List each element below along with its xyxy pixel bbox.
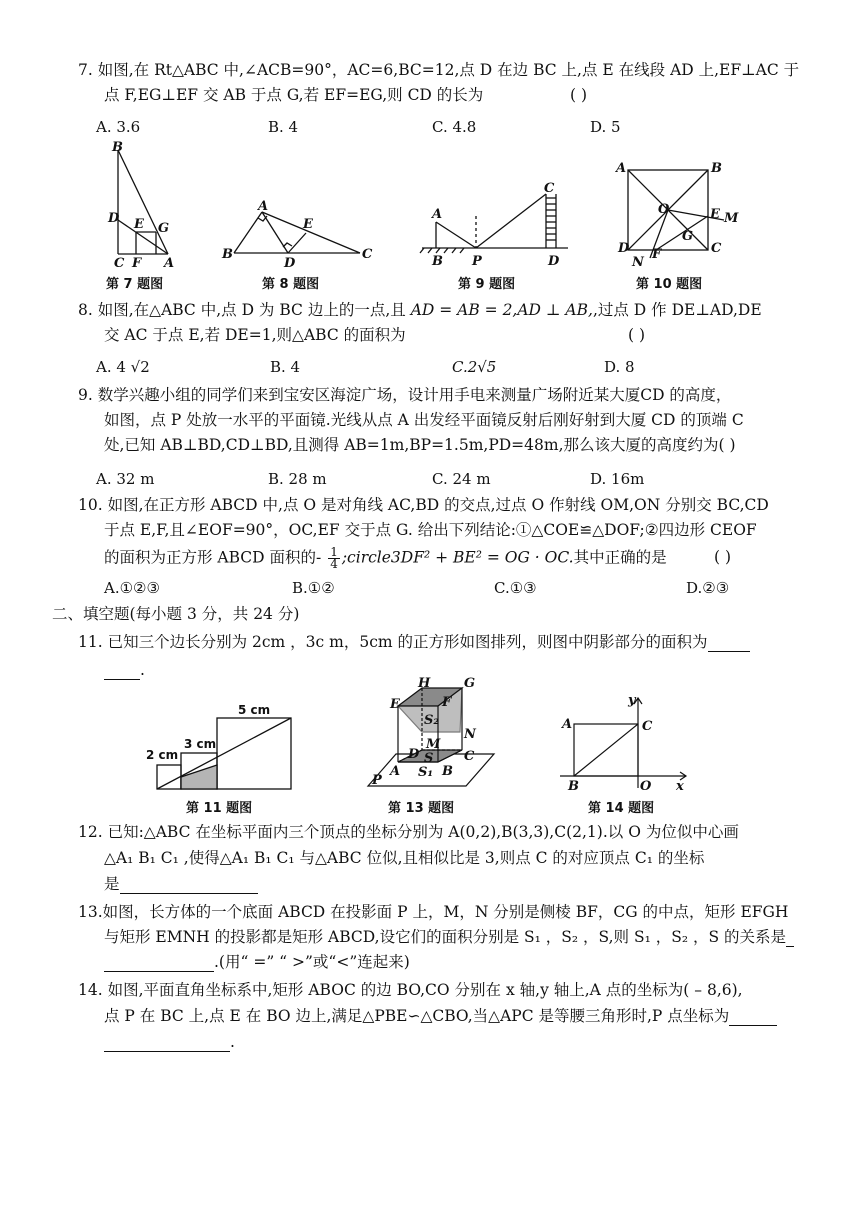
q14-blank-2 bbox=[104, 1035, 230, 1052]
figure-11 bbox=[140, 700, 300, 795]
q14-line1: 14. 如图,平面直角坐标系中,矩形 ABOC 的边 BO,CO 分别在 x 轴,y 轴上,A 点的坐标为( – 8,6), bbox=[78, 981, 743, 999]
fig7-label-b: B bbox=[112, 140, 123, 155]
fig11-caption: 第 11 题图 bbox=[186, 801, 253, 816]
fig7-label-f: F bbox=[132, 256, 142, 268]
fig11-label-2cm: 2 cm bbox=[146, 748, 179, 762]
q13-line3 bbox=[104, 952, 410, 972]
fig8-label-c: C bbox=[362, 247, 373, 262]
figure-14 bbox=[556, 692, 696, 792]
figure-10 bbox=[612, 158, 742, 268]
q11-line1 bbox=[78, 632, 750, 652]
fig10-label-n: N bbox=[632, 255, 644, 268]
q12-line3 bbox=[104, 874, 258, 894]
q13-line1: 13.如图，长方体的一个底面 ABCD 在投影面 P 上，M，N 分别是侧棱 BF，CG 的中点，矩形 EFGH bbox=[78, 903, 789, 921]
fig7-label-g: G bbox=[158, 221, 170, 236]
fig14-label-x: x bbox=[676, 779, 684, 792]
fig13-label-s1: S₁ bbox=[418, 765, 434, 780]
q8-line1 bbox=[78, 300, 762, 320]
q7-options bbox=[0, 118, 860, 138]
q10-line3-math: ;circle3DF² + BE² = OG · OC. bbox=[341, 548, 574, 567]
q14-blank-1 bbox=[729, 1009, 777, 1026]
q10-paren: ( ) bbox=[714, 548, 732, 566]
fig13-label-c: C bbox=[464, 749, 475, 764]
figure-8 bbox=[220, 198, 380, 268]
q13-line3-text: .(用“ =” “ >”或“<”连起来) bbox=[214, 953, 410, 971]
q9-line1: 9. 数学兴趣小组的同学们来到宝安区海淀广场，设计用手电来测量广场附近某大厦CD 的高度， bbox=[78, 386, 732, 404]
fig13-label-f: F bbox=[442, 695, 452, 710]
fig11-label-3cm: 3 cm bbox=[184, 737, 217, 751]
q8-line1-post: ,过点 D 作 DE⊥AD,DE bbox=[592, 301, 762, 319]
q7-line2: 点 F,EG⊥EF 交 AB 于点 G,若 EF=EG,则 CD 的长为 bbox=[104, 86, 484, 104]
fig14-label-b: B bbox=[568, 779, 579, 792]
fig8-label-a: A bbox=[258, 199, 269, 214]
q8-option-c: C.2√5 bbox=[452, 358, 497, 376]
q11-blank-2 bbox=[104, 663, 140, 680]
q11-blank-1 bbox=[708, 635, 750, 652]
fig14-label-y: y bbox=[628, 693, 636, 708]
fig7-label-a: A bbox=[164, 256, 175, 268]
fig10-label-c: C bbox=[711, 241, 722, 256]
q10-line3-pre: 的面积为正方形 ABCD 面积的- bbox=[104, 548, 327, 567]
fig7-label-d: D bbox=[108, 211, 120, 226]
fig13-label-b: B bbox=[442, 764, 453, 779]
fig13-label-d: D bbox=[408, 747, 420, 762]
fig13-label-s2: S₂ bbox=[424, 713, 440, 728]
q13-line2-text: 与矩形 EMNH 的投影都是矩形 ABCD,设它们的面积分别是 S₁ ，S₂ ，S,则 S₁ ，S₂ ，S 的关系是 bbox=[104, 928, 787, 946]
q14-line2-text: 点 P 在 BC 上,点 E 在 BO 边上,满足△PBE∽△CBO,当△APC 是等腰三角形时,P 点坐标为 bbox=[104, 1007, 730, 1025]
q10-option-c: C.①③ bbox=[494, 579, 537, 597]
fig8-label-b: B bbox=[222, 247, 233, 262]
q13-line2 bbox=[104, 927, 794, 947]
fig13-label-m: M bbox=[426, 737, 441, 752]
fig8-label-d: D bbox=[284, 256, 296, 268]
q8-line2: 交 AC 于点 E,若 DE=1,则△ABC 的面积为 bbox=[104, 326, 406, 344]
q12-blank bbox=[120, 877, 258, 894]
q12-line3-text: 是 bbox=[104, 875, 120, 893]
q8-option-d: D. 8 bbox=[604, 358, 635, 376]
q12-line1: 12. 已知:△ABC 在坐标平面内三个顶点的坐标分别为 A(0,2),B(3,3),C(2,1).以 O 为位似中心画 bbox=[78, 823, 739, 841]
fig10-label-a: A bbox=[616, 161, 627, 176]
q7-option-a: A. 3.6 bbox=[96, 118, 141, 136]
q10-fraction-num: 1 bbox=[330, 545, 338, 559]
q8-options bbox=[0, 358, 860, 380]
fig10-label-f: F bbox=[652, 247, 662, 262]
fig14-label-a: A bbox=[562, 717, 573, 732]
q11-line2-end: . bbox=[140, 661, 145, 679]
fig13-caption: 第 13 题图 bbox=[388, 801, 455, 816]
q13-blank-1 bbox=[786, 930, 794, 947]
q14-line3 bbox=[104, 1032, 235, 1052]
fig10-label-g: G bbox=[682, 229, 694, 244]
fig10-label-e: E bbox=[710, 207, 720, 222]
fig10-label-o: O bbox=[658, 202, 670, 217]
fig8-caption: 第 8 题图 bbox=[262, 277, 320, 292]
q12-line2: △A₁ B₁ C₁ ,使得△A₁ B₁ C₁ 与△ABC 位似,且相似比是 3,则点 C 的对应顶点 C₁ 的坐标 bbox=[104, 849, 705, 867]
fig13-label-a: A bbox=[390, 764, 401, 779]
q14-line2 bbox=[104, 1006, 777, 1026]
q9-option-c: C. 24 m bbox=[432, 470, 491, 488]
q10-line1: 10. 如图,在正方形 ABCD 中,点 O 是对角线 AC,BD 的交点,过点 O 作射线 OM,ON 分别交 BC,CD bbox=[78, 496, 769, 514]
q7-line1: 7. 如图,在 Rt△ABC 中,∠ACB=90°，AC=6,BC=12,点 D 在边 BC 上,点 E 在线段 AD 上,EF⊥AC 于 bbox=[78, 61, 800, 79]
fig11-label-5cm: 5 cm bbox=[238, 703, 271, 717]
fig9-caption: 第 9 题图 bbox=[458, 277, 516, 292]
fig7-caption: 第 7 题图 bbox=[106, 277, 164, 292]
section2-title: 二、填空题(每小题 3 分，共 24 分) bbox=[52, 605, 300, 623]
fig14-label-c: C bbox=[642, 719, 653, 734]
q10-option-a: A.①②③ bbox=[104, 579, 160, 597]
fig9-label-p: P bbox=[472, 254, 482, 269]
figure-7 bbox=[100, 138, 190, 268]
figure-9 bbox=[418, 180, 578, 270]
fig7-label-c: C bbox=[114, 256, 125, 268]
q10-fraction bbox=[328, 547, 340, 570]
q9-line3: 处,已知 AB⊥BD,CD⊥BD,且测得 AB=1m,BP=1.5m,PD=48m,那么该大厦的高度约为( ) bbox=[104, 436, 736, 454]
q9-option-d: D. 16m bbox=[590, 470, 645, 488]
q13-blank-2 bbox=[104, 955, 214, 972]
fig10-label-b: B bbox=[711, 161, 722, 176]
q9-option-b: B. 28 m bbox=[268, 470, 327, 488]
q11-line2 bbox=[104, 660, 145, 680]
q7-option-c: C. 4.8 bbox=[432, 118, 477, 136]
fig13-label-h: H bbox=[418, 676, 431, 691]
fig10-label-m: M bbox=[724, 211, 739, 226]
q7-option-d: D. 5 bbox=[590, 118, 621, 136]
q11-line1-text: 11. 已知三个边长分别为 2cm ，3c m，5cm 的正方形如图排列，则图中阴影部分的面积为 bbox=[78, 633, 708, 651]
fig9-label-c: C bbox=[544, 181, 555, 196]
fig14-label-o: O bbox=[640, 779, 652, 792]
q7-option-b: B. 4 bbox=[268, 118, 299, 136]
q10-line2: 于点 E,F,且∠EOF=90°，OC,EF 交于点 G. 给出下列结论:①△COE≌△DOF;②四边形 CEOF bbox=[104, 521, 757, 539]
q9-line2: 如图，点 P 处放一水平的平面镜.光线从点 A 出发经平面镜反射后刚好射到大厦 CD 的顶端 C bbox=[104, 411, 744, 429]
fig10-caption: 第 10 题图 bbox=[636, 277, 703, 292]
q10-line3-post: 其中正确的是 bbox=[573, 548, 667, 567]
q8-option-b: B. 4 bbox=[270, 358, 301, 376]
q7-paren: ( ) bbox=[570, 86, 588, 104]
q9-option-a: A. 32 m bbox=[96, 470, 155, 488]
q8-line1-pre: 8. 如图,在△ABC 中,点 D 为 BC 边上的一点,且 bbox=[78, 301, 411, 319]
fig9-label-d: D bbox=[548, 254, 560, 269]
fig9-label-a: A bbox=[432, 207, 443, 222]
fig13-label-e: E bbox=[390, 697, 400, 712]
q8-paren: ( ) bbox=[628, 326, 646, 344]
q14-line3-end: . bbox=[230, 1033, 235, 1051]
fig7-label-e: E bbox=[134, 217, 144, 232]
q9-options bbox=[0, 470, 860, 490]
q10-option-b: B.①② bbox=[292, 579, 335, 597]
fig13-label-n: N bbox=[464, 727, 476, 742]
figure-13 bbox=[362, 676, 502, 796]
q10-option-d: D.②③ bbox=[686, 579, 730, 597]
fig13-label-g: G bbox=[464, 676, 476, 691]
fig13-label-s: S bbox=[424, 751, 434, 766]
q10-options bbox=[0, 579, 860, 599]
q8-line1-math: AD = AB = 2,AD ⊥ AB, bbox=[410, 301, 593, 319]
fig9-label-b: B bbox=[432, 254, 443, 269]
q10-fraction-den: 4 bbox=[330, 557, 338, 571]
q10-line3 bbox=[104, 547, 667, 570]
fig8-label-e: E bbox=[303, 217, 313, 232]
fig14-caption: 第 14 题图 bbox=[588, 801, 655, 816]
q8-option-a: A. 4 √2 bbox=[96, 358, 150, 376]
fig13-label-p: P bbox=[372, 773, 382, 788]
fig10-label-d: D bbox=[618, 241, 630, 256]
